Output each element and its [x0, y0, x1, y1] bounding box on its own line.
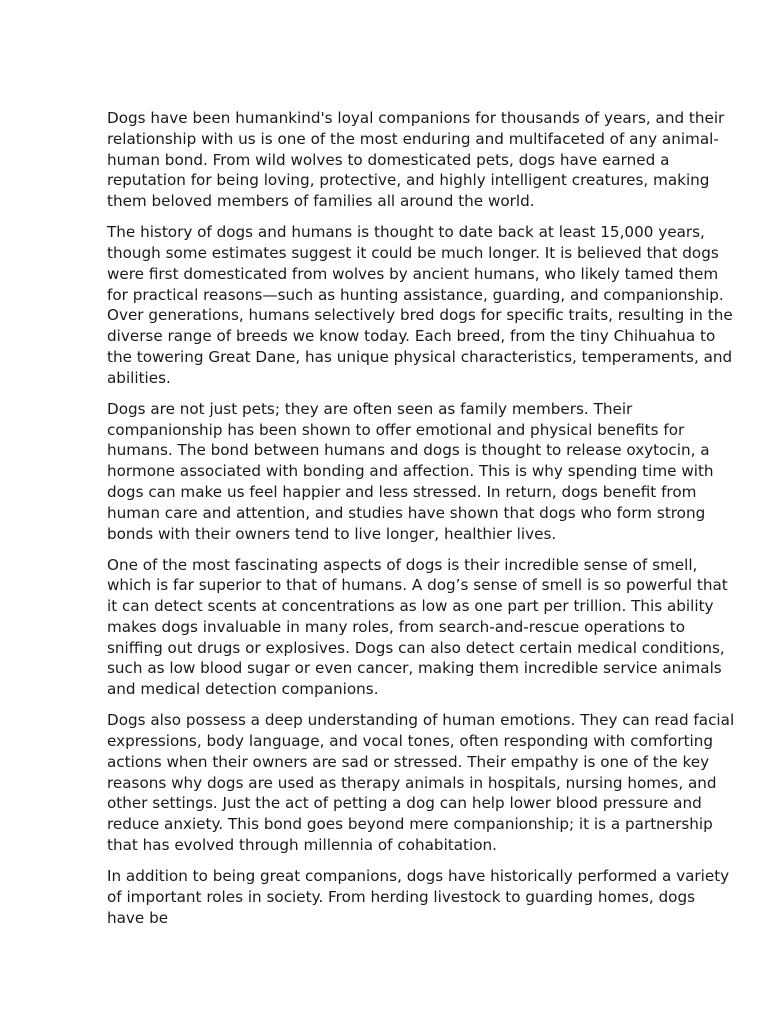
paragraph-emotions: Dogs also possess a deep understanding of human emotions. They can read facial expressions, body language, and vocal tones, often responding with comforting actions when their owners are sad or stressed. Their empathy is one of the key reasons why dogs are used as therapy animals in hospitals, nursing homes, and other settings. Just the act of petting a dog can help lower blood pressure and reduce anxiety. This bond goes beyond mere companionship; it is a partnership that has evolved through millennia of cohabitation.	[107, 711, 735, 855]
paragraph-smell: One of the most fascinating aspects of dogs is their incredible sense of smell, which is far superior to that of humans. A dog’s sense of smell is so powerful that it can detect scents at concentrations as low as one part per trillion. This ability makes dogs invaluable in many roles, from search-and-rescue operations to sniffing out drugs or explosives. Dogs can also detect certain medical conditions, such as low blood sugar or even cancer, making them incredible service animals and medical detection companions.	[107, 555, 728, 699]
document-body	[107, 108, 735, 939]
paragraph-intro: Dogs have been humankind's loyal companions for thousands of years, and their relationship with us is one of the most enduring and multifaceted of any animal-human bond. From wild wolves to domesticated pets, dogs have earned a reputation for being loving, protective, and highly intelligent creatures, making them beloved members of families all around the world.	[107, 109, 725, 211]
paragraph-history: The history of dogs and humans is thought to date back at least 15,000 years, though some estimates suggest it could be much longer. It is believed that dogs were first domesticated from wolves by ancient humans, who likely tamed them for practical reasons—such as hunting assistance, guarding, and companionship. Over generations, humans selectively bred dogs for specific traits, resulting in the diverse range of breeds we know today. Each breed, from the tiny Chihuahua to the towering Great Dane, has unique physical characteristics, temperaments, and abilities.	[107, 223, 733, 387]
paragraph-roles: In addition to being great companions, dogs have historically performed a variety of important roles in society. From herding livestock to guarding homes, dogs have be	[107, 867, 730, 927]
paragraph-family: Dogs are not just pets; they are often seen as family members. Their companionship has been shown to offer emotional and physical benefits for humans. The bond between humans and dogs is thought to release oxytocin, a hormone associated with bonding and affection. This is why spending time with dogs can make us feel happier and less stressed. In return, dogs benefit from human care and attention, and studies have shown that dogs who form strong bonds with their owners tend to live longer, healthier lives.	[107, 399, 714, 543]
